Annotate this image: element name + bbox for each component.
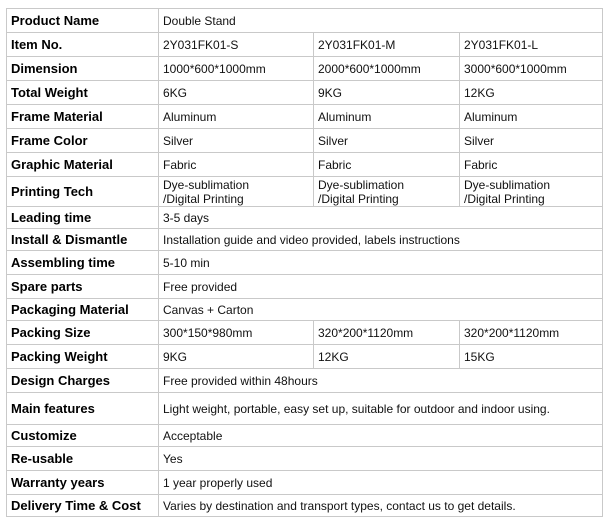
spec-row-packaging-material (7, 299, 603, 321)
spec-value: Aluminum (159, 105, 314, 129)
spec-value: Fabric (460, 153, 603, 177)
spec-value: Free provided (159, 275, 603, 299)
spec-value: Aluminum (460, 105, 603, 129)
spec-value: Dye-sublimation /Digital Printing (314, 177, 460, 207)
spec-value: Free provided within 48hours (159, 369, 603, 393)
spec-value: 9KG (159, 345, 314, 369)
spec-label: Assembling time (7, 251, 159, 275)
spec-value: 2Y031FK01-M (314, 33, 460, 57)
spec-row-frame-color (7, 129, 603, 153)
spec-label: Install & Dismantle (7, 229, 159, 251)
spec-value: 320*200*1120mm (460, 321, 603, 345)
spec-label: Printing Tech (7, 177, 159, 207)
spec-label: Warranty years (7, 471, 159, 495)
spec-label: Leading time (7, 207, 159, 229)
spec-value: Light weight, portable, easy set up, suitable for outdoor and indoor using. (159, 393, 603, 425)
spec-value: Dye-sublimation /Digital Printing (460, 177, 603, 207)
spec-value: 6KG (159, 81, 314, 105)
spec-value: 12KG (460, 81, 603, 105)
spec-row-delivery-time-and-cost (7, 495, 603, 517)
spec-label: Item No. (7, 33, 159, 57)
spec-row-design-charges (7, 369, 603, 393)
spec-row-main-features (7, 393, 603, 425)
spec-value: 1 year properly used (159, 471, 603, 495)
spec-value: Silver (460, 129, 603, 153)
spec-value: Yes (159, 447, 603, 471)
spec-value: Fabric (314, 153, 460, 177)
spec-value: 5-10 min (159, 251, 603, 275)
spec-value: 2Y031FK01-L (460, 33, 603, 57)
spec-value: 2000*600*1000mm (314, 57, 460, 81)
spec-row-graphic-material (7, 153, 603, 177)
spec-value: 12KG (314, 345, 460, 369)
spec-label: Packing Weight (7, 345, 159, 369)
spec-row-install-and-dismantle (7, 229, 603, 251)
spec-row-customize (7, 425, 603, 447)
spec-value: 300*150*980mm (159, 321, 314, 345)
spec-label: Total Weight (7, 81, 159, 105)
spec-row-product-name (7, 9, 603, 33)
spec-row-packing-size (7, 321, 603, 345)
spec-value: Fabric (159, 153, 314, 177)
spec-label: Product Name (7, 9, 159, 33)
spec-row-re-usable (7, 447, 603, 471)
spec-row-packing-weight (7, 345, 603, 369)
spec-label: Design Charges (7, 369, 159, 393)
spec-value: 3000*600*1000mm (460, 57, 603, 81)
spec-row-assembling-time (7, 251, 603, 275)
spec-value: Dye-sublimation /Digital Printing (159, 177, 314, 207)
spec-value: Varies by destination and transport types, contact us to get details. (159, 495, 603, 517)
spec-label: Frame Material (7, 105, 159, 129)
spec-row-spare-parts (7, 275, 603, 299)
spec-label: Dimension (7, 57, 159, 81)
spec-value: 9KG (314, 81, 460, 105)
spec-label: Frame Color (7, 129, 159, 153)
spec-value: 3-5 days (159, 207, 603, 229)
spec-label: Spare parts (7, 275, 159, 299)
spec-value: 320*200*1120mm (314, 321, 460, 345)
spec-value: Aluminum (314, 105, 460, 129)
spec-row-dimension (7, 57, 603, 81)
spec-row-warranty-years (7, 471, 603, 495)
spec-label: Packaging Material (7, 299, 159, 321)
spec-label: Re-usable (7, 447, 159, 471)
spec-label: Packing Size (7, 321, 159, 345)
spec-label: Main features (7, 393, 159, 425)
spec-value: Silver (159, 129, 314, 153)
spec-value: Acceptable (159, 425, 603, 447)
spec-value: Double Stand (159, 9, 603, 33)
spec-row-printing-tech (7, 177, 603, 207)
spec-row-total-weight (7, 81, 603, 105)
spec-value: Silver (314, 129, 460, 153)
spec-value: Canvas + Carton (159, 299, 603, 321)
product-spec-table (6, 8, 603, 517)
spec-label: Delivery Time & Cost (7, 495, 159, 517)
spec-row-frame-material (7, 105, 603, 129)
spec-value: Installation guide and video provided, labels instructions (159, 229, 603, 251)
spec-value: 15KG (460, 345, 603, 369)
spec-table-body (7, 9, 603, 517)
spec-label: Customize (7, 425, 159, 447)
spec-row-item-no (7, 33, 603, 57)
spec-value: 2Y031FK01-S (159, 33, 314, 57)
spec-value: 1000*600*1000mm (159, 57, 314, 81)
spec-row-leading-time (7, 207, 603, 229)
spec-label: Graphic Material (7, 153, 159, 177)
